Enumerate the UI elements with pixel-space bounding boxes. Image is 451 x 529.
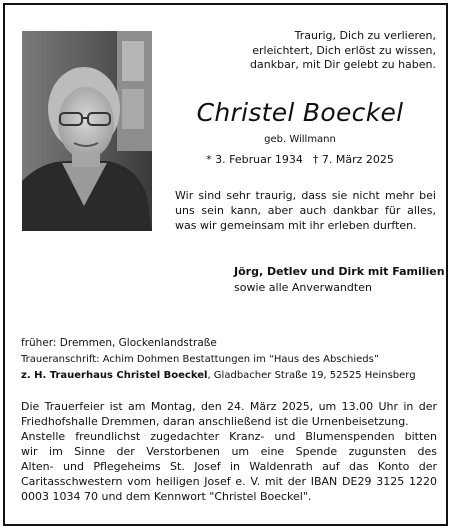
ceremony-line: Caritasschwestern vom heiligen Josef e. V. mit der IBAN DE29 3125 1220 xyxy=(21,475,437,488)
obituary-card xyxy=(3,3,448,526)
message-line: was wir gemeinsam mit ihr erleben durften. xyxy=(175,219,417,232)
message-line: uns sein kann, aber auch dankbar für alles, xyxy=(175,204,436,217)
quote-line: dankbar, mit Dir gelebt zu haben. xyxy=(250,58,436,71)
mourning-house-line xyxy=(21,368,416,384)
ceremony-line: Friedhofshalle Dremmen, daran anschließend ist die Urnenbeisetzung. xyxy=(21,415,409,428)
birth-date: * 3. Februar 1934 xyxy=(206,153,303,166)
portrait-photo xyxy=(22,31,152,231)
message-line: Wir sind sehr traurig, dass sie nicht mehr bei xyxy=(175,189,436,202)
family-names: Jörg, Detlev und Dirk mit Familien xyxy=(234,265,445,278)
mourning-message xyxy=(175,188,436,233)
deceased-name: Christel Boeckel xyxy=(196,98,404,127)
address-info xyxy=(21,335,416,384)
mourning-house-address: , Gladbacher Straße 19, 52525 Heinsberg xyxy=(207,370,416,381)
ceremony-line: Alten- und Pflegeheims St. Josef in Waldenrath auf das Konto der xyxy=(21,460,437,473)
mourning-address: Traueranschrift: Achim Dohmen Bestattungen im “Haus des Abschieds” xyxy=(21,354,380,365)
ceremony-line: Anstelle freundlichst zugedachter Kranz- und Blumenspenden bitten xyxy=(21,430,437,443)
quote-line: Traurig, Dich zu verlieren, xyxy=(294,29,436,42)
quote-line: erleichtert, Dich erlöst zu wissen, xyxy=(252,43,436,57)
life-dates xyxy=(155,153,445,166)
former-address: früher: Dremmen, Glockenlandstraße xyxy=(21,337,217,349)
mourning-house-name: z. H. Trauerhaus Christel Boeckel xyxy=(21,370,208,381)
ceremony-details xyxy=(21,399,437,504)
birth-name: geb. Willmann xyxy=(264,134,336,145)
relatives-line: sowie alle Anverwandten xyxy=(234,281,372,294)
death-date: † 7. März 2025 xyxy=(312,153,394,166)
ceremony-line: wir im Sinne der Verstorbenen um eine Spende zugunsten des xyxy=(21,445,437,458)
family-signature xyxy=(234,264,445,296)
ceremony-line: 0003 1034 70 und dem Kennwort "Christel Boeckel". xyxy=(21,490,312,503)
portrait-illustration xyxy=(22,31,152,231)
ceremony-line: Die Trauerfeier ist am Montag, den 24. März 2025, um 13.00 Uhr in der xyxy=(21,400,437,413)
memorial-quote xyxy=(236,29,436,73)
